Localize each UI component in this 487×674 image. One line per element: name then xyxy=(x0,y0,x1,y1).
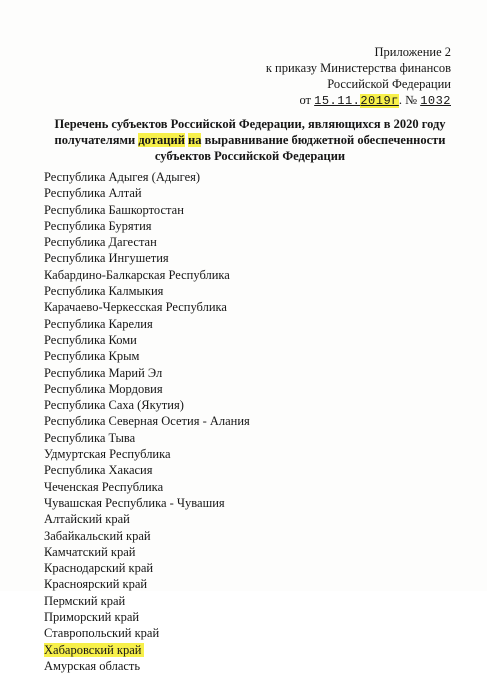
region-list-item xyxy=(44,625,250,641)
order-reference: к приказу Министерства финансов xyxy=(265,61,451,75)
region-name: Республика Мордовия xyxy=(44,381,163,396)
region-name: Алтайский край xyxy=(44,512,130,527)
region-list-item xyxy=(44,495,250,511)
region-list-item xyxy=(44,544,250,560)
title-highlight-dotations: дотаций xyxy=(138,133,185,147)
region-name: Камчатский край xyxy=(44,544,136,559)
region-name: Республика Ингушетия xyxy=(44,251,169,266)
region-name: Республика Дагестан xyxy=(44,235,157,250)
region-list-item xyxy=(44,316,250,332)
title-line-3: субъектов Российской Федерации xyxy=(154,149,346,163)
region-list-item xyxy=(44,576,250,592)
title-line-2-end: выравнивание бюджетной обеспеченности xyxy=(201,133,446,147)
region-name: Республика Коми xyxy=(44,332,137,347)
region-name: Карачаево-Черкесская Республика xyxy=(44,300,227,315)
region-list-item xyxy=(44,185,250,201)
region-name: Забайкальский край xyxy=(44,528,151,543)
region-list-item xyxy=(44,267,250,283)
region-name: Республика Алтай xyxy=(44,186,142,201)
order-date-year-highlight: 2019г xyxy=(360,94,399,108)
region-name: Ставропольский край xyxy=(44,626,160,641)
region-name: Приморский край xyxy=(44,610,140,625)
region-name: Республика Калмыкия xyxy=(44,284,164,299)
region-list-item xyxy=(44,511,250,527)
number-prefix: . № xyxy=(398,93,418,107)
region-list xyxy=(44,169,250,674)
region-list-item xyxy=(44,234,250,250)
region-name: Республика Марий Эл xyxy=(44,365,163,380)
region-list-item xyxy=(44,413,250,429)
region-name: Республика Башкортостан xyxy=(44,202,184,217)
region-list-item xyxy=(44,446,250,462)
region-name: Республика Бурятия xyxy=(44,218,152,233)
order-number: 1032 xyxy=(420,94,451,108)
region-name: Республика Северная Осетия - Алания xyxy=(44,414,250,429)
region-list-item xyxy=(44,250,250,266)
region-name: Кабардино-Балкарская Республика xyxy=(44,267,230,282)
title-line-2 xyxy=(40,132,460,148)
region-list-item xyxy=(44,299,250,315)
region-name: Чувашская Республика - Чувашия xyxy=(44,495,225,510)
title-highlight-na: на xyxy=(188,133,202,147)
region-name: Республика Хакасия xyxy=(44,463,153,478)
region-list-item xyxy=(44,202,250,218)
region-list-item xyxy=(44,479,250,495)
region-list-item xyxy=(44,593,250,609)
region-name: Хабаровский край xyxy=(44,642,142,657)
region-name: Республика Карелия xyxy=(44,316,153,331)
region-list-item xyxy=(44,381,250,397)
region-list-item xyxy=(44,169,250,185)
region-list-item xyxy=(44,348,250,364)
region-list-item xyxy=(44,365,250,381)
region-name: Республика Саха (Якутия) xyxy=(44,398,184,413)
region-list-item xyxy=(44,397,250,413)
region-list-item xyxy=(44,462,250,478)
region-list-item xyxy=(44,332,250,348)
region-name: Республика Адыгея (Адыгея) xyxy=(44,170,201,184)
region-list-item xyxy=(44,658,250,674)
region-name: Пермский край xyxy=(44,593,126,608)
region-name: Красноярский край xyxy=(44,577,148,592)
region-list-item xyxy=(44,430,250,446)
document-title xyxy=(40,116,460,164)
region-name: Республика Крым xyxy=(44,349,140,364)
region-list-item xyxy=(44,218,250,234)
region-name: Краснодарский край xyxy=(44,561,154,576)
region-name: Удмуртская Республика xyxy=(44,447,171,462)
region-list-item xyxy=(44,283,250,299)
date-prefix: от xyxy=(299,93,312,107)
region-list-item xyxy=(44,528,250,544)
order-date xyxy=(314,94,399,108)
region-name: Республика Тыва xyxy=(44,430,136,445)
region-list-item xyxy=(44,642,250,658)
region-name: Чеченская Республика xyxy=(44,479,164,494)
appendix-header xyxy=(266,44,451,109)
title-line-2-start: получателями xyxy=(54,133,139,147)
appendix-label: Приложение 2 xyxy=(374,45,451,59)
region-list-item xyxy=(44,560,250,576)
order-date-number xyxy=(266,92,451,109)
order-date-day-month: 15.11. xyxy=(314,94,361,108)
title-line-1: Перечень субъектов Российской Федерации, являющихся в 2020 году xyxy=(54,117,446,131)
ministry-name: Российской Федерации xyxy=(327,77,451,91)
region-list-item xyxy=(44,609,250,625)
region-name: Амурская область xyxy=(44,658,141,673)
